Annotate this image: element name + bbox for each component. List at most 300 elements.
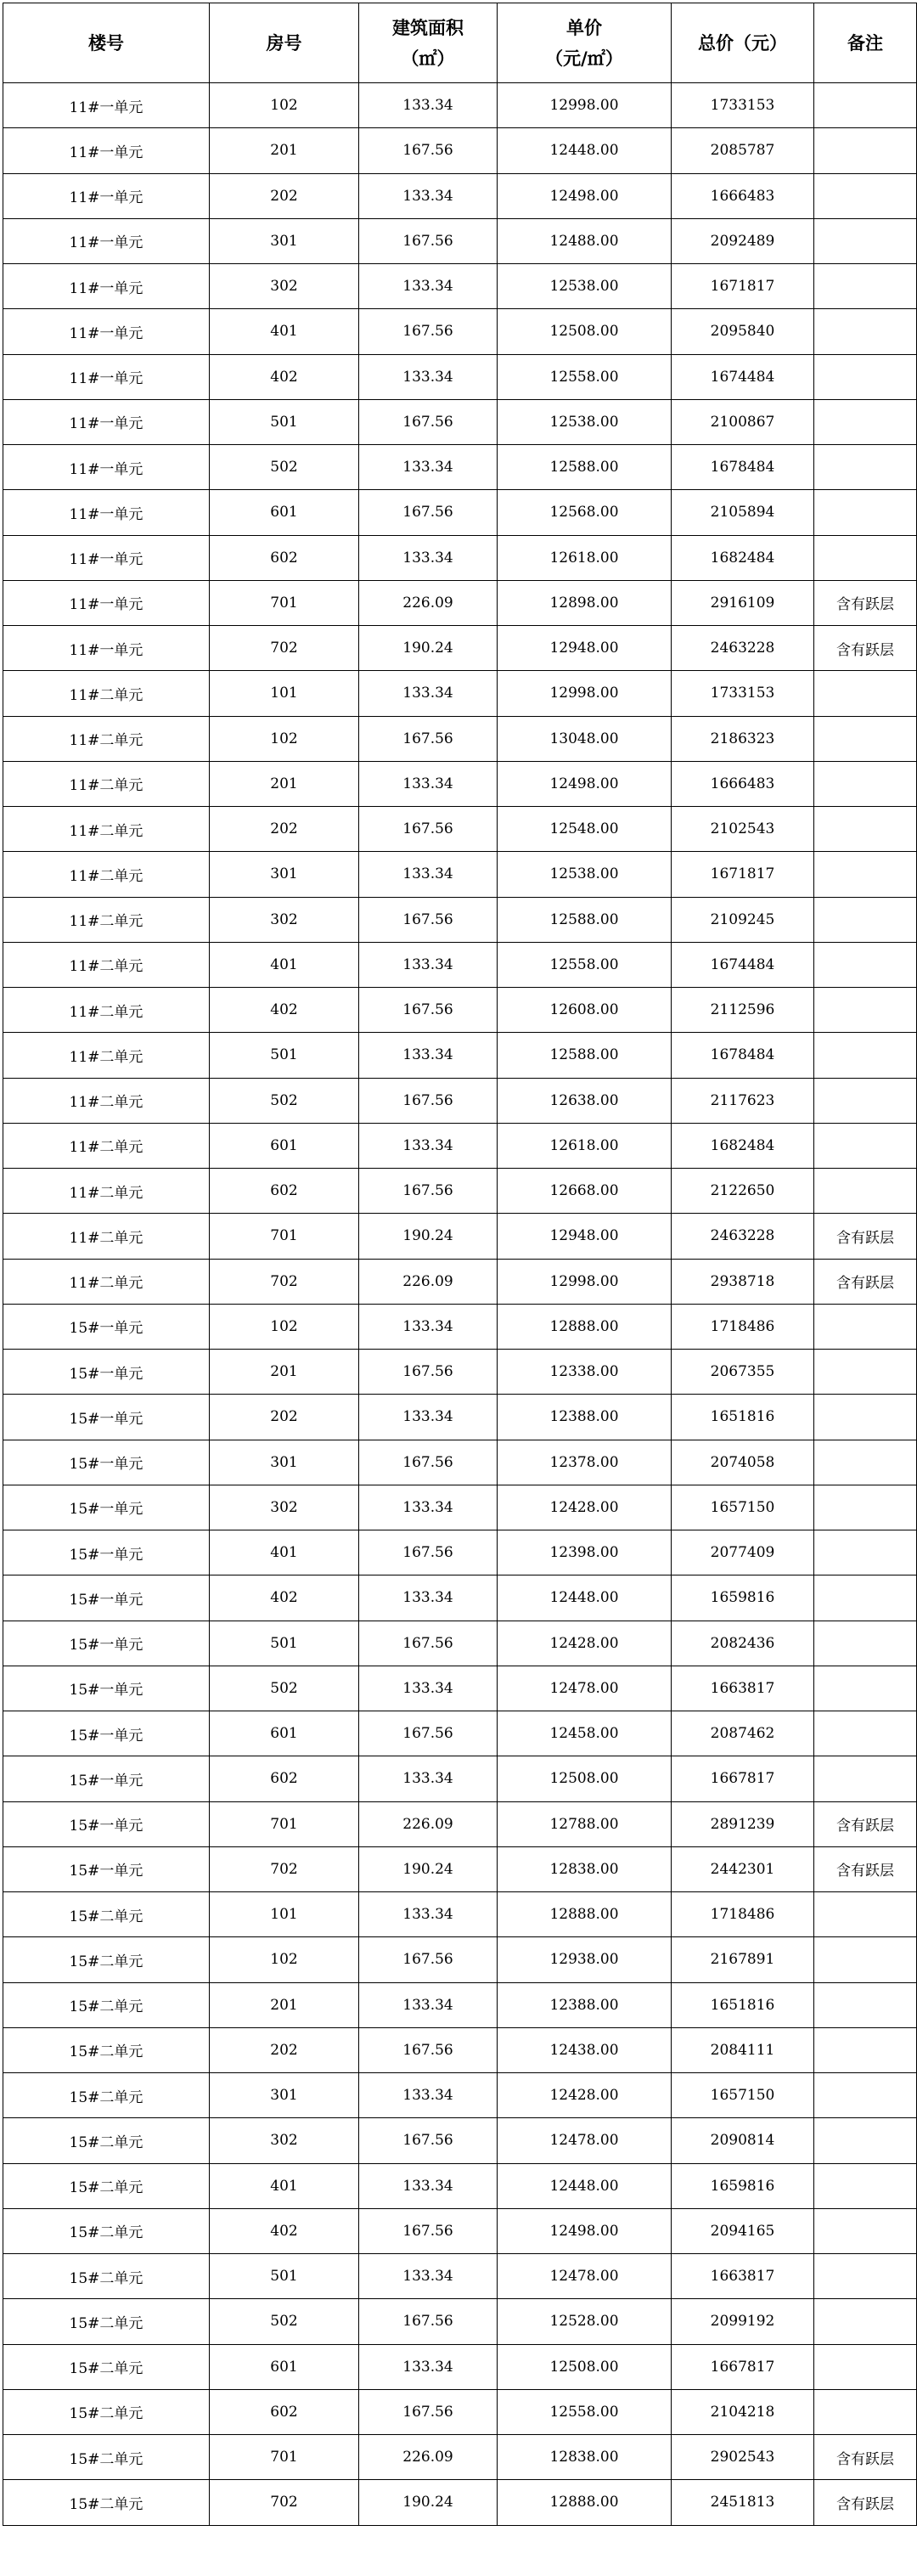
cell-area: 167.56	[359, 399, 498, 444]
cell-building: 11#二单元	[3, 671, 210, 716]
cell-note	[814, 173, 917, 218]
cell-building: 11#一单元	[3, 83, 210, 128]
cell-area: 167.56	[359, 897, 498, 942]
cell-total-price: 2167891	[672, 1937, 814, 1982]
table-row	[3, 1214, 917, 1259]
cell-note: 含有跃层	[814, 1259, 917, 1304]
cell-total-price: 2442301	[672, 1846, 814, 1891]
cell-room: 101	[210, 671, 359, 716]
cell-total-price: 1678484	[672, 445, 814, 490]
cell-note	[814, 852, 917, 897]
cell-area: 133.34	[359, 445, 498, 490]
cell-total-price: 2916109	[672, 580, 814, 625]
cell-note: 含有跃层	[814, 1801, 917, 1846]
cell-area: 167.56	[359, 1078, 498, 1123]
cell-area: 133.34	[359, 535, 498, 580]
cell-building: 11#二单元	[3, 1169, 210, 1214]
cell-total-price: 2099192	[672, 2299, 814, 2344]
table-row	[3, 309, 917, 354]
cell-total-price: 2105894	[672, 490, 814, 535]
cell-unit-price: 12838.00	[498, 1846, 672, 1891]
cell-building: 11#一单元	[3, 535, 210, 580]
cell-building: 15#二单元	[3, 2254, 210, 2299]
cell-area: 167.56	[359, 1621, 498, 1666]
cell-room: 101	[210, 1892, 359, 1937]
cell-room: 501	[210, 2254, 359, 2299]
cell-room: 702	[210, 626, 359, 671]
cell-area: 167.56	[359, 1169, 498, 1214]
table-row	[3, 1395, 917, 1440]
cell-unit-price: 12388.00	[498, 1982, 672, 2027]
cell-note	[814, 535, 917, 580]
cell-note	[814, 1304, 917, 1349]
cell-building: 11#二单元	[3, 1214, 210, 1259]
cell-area: 190.24	[359, 626, 498, 671]
cell-building: 11#二单元	[3, 1078, 210, 1123]
cell-room: 301	[210, 218, 359, 263]
table-row	[3, 1892, 917, 1937]
price-table	[3, 3, 917, 2526]
cell-unit-price: 12428.00	[498, 2073, 672, 2118]
cell-room: 402	[210, 354, 359, 399]
cell-building: 11#二单元	[3, 1123, 210, 1168]
cell-total-price: 2117623	[672, 1078, 814, 1123]
cell-note: 含有跃层	[814, 2435, 917, 2480]
cell-total-price: 1659816	[672, 1575, 814, 1621]
cell-room: 601	[210, 1123, 359, 1168]
cell-total-price: 2095840	[672, 309, 814, 354]
cell-note	[814, 354, 917, 399]
cell-unit-price: 12888.00	[498, 2480, 672, 2525]
table-row	[3, 1666, 917, 1711]
table-row	[3, 1259, 917, 1304]
cell-room: 702	[210, 1259, 359, 1304]
cell-note	[814, 218, 917, 263]
cell-area: 133.34	[359, 671, 498, 716]
cell-total-price: 1657150	[672, 1485, 814, 1530]
cell-room: 502	[210, 2299, 359, 2344]
header-unit-price-title: 单价	[566, 16, 602, 38]
cell-note	[814, 1666, 917, 1711]
table-row	[3, 399, 917, 444]
cell-total-price: 1663817	[672, 2254, 814, 2299]
table-row	[3, 761, 917, 806]
cell-room: 202	[210, 2027, 359, 2072]
cell-unit-price: 12898.00	[498, 580, 672, 625]
cell-unit-price: 12588.00	[498, 445, 672, 490]
cell-unit-price: 12948.00	[498, 626, 672, 671]
header-area	[359, 3, 498, 83]
cell-note	[814, 2163, 917, 2208]
cell-note	[814, 1937, 917, 1982]
cell-area: 167.56	[359, 807, 498, 852]
cell-area: 167.56	[359, 716, 498, 761]
cell-unit-price: 12528.00	[498, 2299, 672, 2344]
cell-unit-price: 12538.00	[498, 264, 672, 309]
cell-unit-price: 12508.00	[498, 309, 672, 354]
cell-total-price: 2104218	[672, 2389, 814, 2434]
header-unit-price	[498, 3, 672, 83]
cell-note	[814, 1485, 917, 1530]
cell-total-price: 1671817	[672, 264, 814, 309]
table-row	[3, 1575, 917, 1621]
cell-unit-price: 12618.00	[498, 535, 672, 580]
cell-note	[814, 988, 917, 1033]
cell-area: 133.34	[359, 942, 498, 987]
header-building: 楼号	[3, 3, 210, 83]
table-row	[3, 2163, 917, 2208]
cell-area: 133.34	[359, 2344, 498, 2389]
cell-room: 301	[210, 2073, 359, 2118]
cell-area: 167.56	[359, 309, 498, 354]
cell-total-price: 1666483	[672, 761, 814, 806]
cell-total-price: 2463228	[672, 626, 814, 671]
cell-total-price: 2186323	[672, 716, 814, 761]
cell-unit-price: 12668.00	[498, 1169, 672, 1214]
cell-room: 201	[210, 761, 359, 806]
table-row	[3, 1801, 917, 1846]
cell-unit-price: 12998.00	[498, 1259, 672, 1304]
cell-note	[814, 309, 917, 354]
cell-total-price: 2082436	[672, 1621, 814, 1666]
cell-area: 167.56	[359, 2027, 498, 2072]
cell-area: 167.56	[359, 128, 498, 173]
cell-total-price: 1733153	[672, 671, 814, 716]
table-row	[3, 83, 917, 128]
cell-note	[814, 1395, 917, 1440]
cell-room: 302	[210, 1485, 359, 1530]
cell-total-price: 1663817	[672, 1666, 814, 1711]
cell-area: 167.56	[359, 2118, 498, 2163]
cell-unit-price: 12498.00	[498, 761, 672, 806]
cell-room: 602	[210, 1756, 359, 1801]
cell-unit-price: 13048.00	[498, 716, 672, 761]
cell-area: 167.56	[359, 2208, 498, 2253]
cell-room: 302	[210, 897, 359, 942]
cell-room: 202	[210, 173, 359, 218]
cell-unit-price: 12608.00	[498, 988, 672, 1033]
cell-building: 15#二单元	[3, 1937, 210, 1982]
table-row	[3, 1846, 917, 1891]
cell-note	[814, 1756, 917, 1801]
cell-area: 167.56	[359, 1350, 498, 1395]
cell-building: 15#二单元	[3, 2389, 210, 2434]
cell-area: 226.09	[359, 1259, 498, 1304]
cell-building: 11#一单元	[3, 626, 210, 671]
cell-total-price: 2067355	[672, 1350, 814, 1395]
cell-room: 102	[210, 716, 359, 761]
cell-area: 167.56	[359, 2389, 498, 2434]
cell-total-price: 2085787	[672, 128, 814, 173]
cell-unit-price: 12588.00	[498, 897, 672, 942]
cell-total-price: 2084111	[672, 2027, 814, 2072]
cell-area: 167.56	[359, 218, 498, 263]
cell-note	[814, 897, 917, 942]
cell-area: 133.34	[359, 1666, 498, 1711]
cell-building: 15#一单元	[3, 1575, 210, 1621]
cell-room: 702	[210, 1846, 359, 1891]
cell-room: 601	[210, 490, 359, 535]
cell-note	[814, 1575, 917, 1621]
cell-total-price: 2077409	[672, 1530, 814, 1575]
cell-room: 401	[210, 1530, 359, 1575]
table-row	[3, 1078, 917, 1123]
cell-area: 133.34	[359, 1304, 498, 1349]
cell-unit-price: 12488.00	[498, 218, 672, 263]
cell-unit-price: 12448.00	[498, 128, 672, 173]
cell-unit-price: 12948.00	[498, 1214, 672, 1259]
cell-total-price: 2090814	[672, 2118, 814, 2163]
table-row	[3, 1123, 917, 1168]
cell-note	[814, 2344, 917, 2389]
cell-building: 15#一单元	[3, 1304, 210, 1349]
table-row	[3, 1440, 917, 1485]
cell-total-price: 1651816	[672, 1395, 814, 1440]
cell-area: 167.56	[359, 1937, 498, 1982]
table-row	[3, 1530, 917, 1575]
cell-note	[814, 1982, 917, 2027]
table-row	[3, 626, 917, 671]
cell-unit-price: 12888.00	[498, 1892, 672, 1937]
cell-area: 133.34	[359, 173, 498, 218]
cell-room: 402	[210, 988, 359, 1033]
cell-room: 302	[210, 2118, 359, 2163]
cell-note	[814, 445, 917, 490]
cell-note: 含有跃层	[814, 2480, 917, 2525]
cell-note	[814, 1711, 917, 1756]
cell-total-price: 1682484	[672, 535, 814, 580]
cell-area: 226.09	[359, 580, 498, 625]
cell-note	[814, 2254, 917, 2299]
cell-building: 11#一单元	[3, 445, 210, 490]
cell-room: 102	[210, 1937, 359, 1982]
cell-room: 502	[210, 445, 359, 490]
cell-total-price: 2094165	[672, 2208, 814, 2253]
cell-room: 701	[210, 1801, 359, 1846]
table-row	[3, 897, 917, 942]
table-row	[3, 1756, 917, 1801]
cell-note	[814, 83, 917, 128]
cell-room: 102	[210, 83, 359, 128]
cell-total-price: 1651816	[672, 1982, 814, 2027]
table-row	[3, 354, 917, 399]
cell-building: 15#一单元	[3, 1350, 210, 1395]
cell-note	[814, 1892, 917, 1937]
cell-room: 702	[210, 2480, 359, 2525]
cell-room: 501	[210, 399, 359, 444]
table-row	[3, 852, 917, 897]
cell-unit-price: 12478.00	[498, 1666, 672, 1711]
table-row	[3, 807, 917, 852]
cell-building: 11#一单元	[3, 309, 210, 354]
cell-building: 15#二单元	[3, 2208, 210, 2253]
table-header	[3, 3, 917, 83]
table-row	[3, 671, 917, 716]
table-row	[3, 218, 917, 263]
cell-total-price: 2092489	[672, 218, 814, 263]
cell-unit-price: 12558.00	[498, 942, 672, 987]
cell-room: 201	[210, 1350, 359, 1395]
cell-total-price: 1657150	[672, 2073, 814, 2118]
table-row	[3, 1169, 917, 1214]
table-row	[3, 2480, 917, 2525]
cell-note: 含有跃层	[814, 580, 917, 625]
cell-building: 15#一单元	[3, 1801, 210, 1846]
cell-total-price: 2112596	[672, 988, 814, 1033]
cell-building: 15#二单元	[3, 2435, 210, 2480]
cell-building: 15#一单元	[3, 1621, 210, 1666]
cell-building: 11#一单元	[3, 580, 210, 625]
cell-building: 15#一单元	[3, 1395, 210, 1440]
cell-area: 133.34	[359, 83, 498, 128]
cell-note: 含有跃层	[814, 1214, 917, 1259]
cell-note	[814, 1123, 917, 1168]
cell-unit-price: 12448.00	[498, 1575, 672, 1621]
header-room: 房号	[210, 3, 359, 83]
cell-total-price: 2100867	[672, 399, 814, 444]
cell-total-price: 1678484	[672, 1033, 814, 1078]
table-row	[3, 445, 917, 490]
cell-building: 11#二单元	[3, 1033, 210, 1078]
table-row	[3, 2118, 917, 2163]
table-row	[3, 2073, 917, 2118]
cell-area: 133.34	[359, 761, 498, 806]
cell-total-price: 2891239	[672, 1801, 814, 1846]
table-row	[3, 1304, 917, 1349]
cell-building: 15#二单元	[3, 2299, 210, 2344]
cell-room: 502	[210, 1078, 359, 1123]
cell-area: 133.34	[359, 1033, 498, 1078]
cell-total-price: 2463228	[672, 1214, 814, 1259]
header-total-price: 总价（元）	[672, 3, 814, 83]
table-row	[3, 2435, 917, 2480]
cell-total-price: 2902543	[672, 2435, 814, 2480]
cell-total-price: 1659816	[672, 2163, 814, 2208]
cell-area: 133.34	[359, 2073, 498, 2118]
cell-note	[814, 2208, 917, 2253]
cell-total-price: 1667817	[672, 2344, 814, 2389]
cell-note	[814, 2299, 917, 2344]
cell-room: 701	[210, 2435, 359, 2480]
cell-total-price: 2074058	[672, 1440, 814, 1485]
table-row	[3, 942, 917, 987]
cell-building: 11#二单元	[3, 807, 210, 852]
cell-room: 502	[210, 1666, 359, 1711]
cell-note: 含有跃层	[814, 626, 917, 671]
cell-unit-price: 12638.00	[498, 1078, 672, 1123]
cell-area: 133.34	[359, 1485, 498, 1530]
cell-unit-price: 12478.00	[498, 2118, 672, 2163]
cell-building: 11#二单元	[3, 897, 210, 942]
table-row	[3, 264, 917, 309]
cell-room: 402	[210, 1575, 359, 1621]
cell-building: 15#一单元	[3, 1485, 210, 1530]
cell-building: 11#一单元	[3, 173, 210, 218]
cell-note	[814, 1621, 917, 1666]
cell-area: 133.34	[359, 1756, 498, 1801]
table-row	[3, 2299, 917, 2344]
cell-building: 11#二单元	[3, 1259, 210, 1304]
table-row	[3, 716, 917, 761]
cell-building: 11#一单元	[3, 399, 210, 444]
cell-note	[814, 1350, 917, 1395]
cell-area: 133.34	[359, 2163, 498, 2208]
cell-unit-price: 12838.00	[498, 2435, 672, 2480]
table-row	[3, 128, 917, 173]
cell-room: 201	[210, 128, 359, 173]
cell-unit-price: 12378.00	[498, 1440, 672, 1485]
cell-note	[814, 2073, 917, 2118]
cell-note	[814, 807, 917, 852]
cell-building: 15#一单元	[3, 1846, 210, 1891]
cell-room: 601	[210, 2344, 359, 2389]
cell-note	[814, 2027, 917, 2072]
cell-area: 190.24	[359, 1214, 498, 1259]
cell-unit-price: 12478.00	[498, 2254, 672, 2299]
cell-unit-price: 12998.00	[498, 83, 672, 128]
cell-building: 11#二单元	[3, 716, 210, 761]
table-row	[3, 1982, 917, 2027]
cell-room: 401	[210, 309, 359, 354]
cell-area: 133.34	[359, 852, 498, 897]
cell-unit-price: 12398.00	[498, 1530, 672, 1575]
table-row	[3, 2254, 917, 2299]
cell-unit-price: 12508.00	[498, 2344, 672, 2389]
cell-unit-price: 12588.00	[498, 1033, 672, 1078]
header-area-title: 建筑面积	[392, 16, 464, 38]
cell-note	[814, 128, 917, 173]
cell-area: 167.56	[359, 490, 498, 535]
cell-building: 15#一单元	[3, 1666, 210, 1711]
cell-room: 302	[210, 264, 359, 309]
cell-area: 133.34	[359, 1123, 498, 1168]
cell-note	[814, 2389, 917, 2434]
cell-total-price: 1718486	[672, 1304, 814, 1349]
cell-total-price: 1667817	[672, 1756, 814, 1801]
cell-note	[814, 671, 917, 716]
cell-note	[814, 2118, 917, 2163]
cell-area: 133.34	[359, 2254, 498, 2299]
cell-room: 601	[210, 1711, 359, 1756]
cell-building: 15#二单元	[3, 1892, 210, 1937]
cell-building: 11#二单元	[3, 988, 210, 1033]
cell-unit-price: 12498.00	[498, 173, 672, 218]
cell-unit-price: 12568.00	[498, 490, 672, 535]
cell-area: 133.34	[359, 1395, 498, 1440]
cell-total-price: 1674484	[672, 354, 814, 399]
table-body	[3, 83, 917, 2526]
cell-note	[814, 1440, 917, 1485]
cell-area: 133.34	[359, 1982, 498, 2027]
cell-room: 202	[210, 1395, 359, 1440]
cell-room: 402	[210, 2208, 359, 2253]
table-row	[3, 173, 917, 218]
cell-total-price: 2087462	[672, 1711, 814, 1756]
cell-area: 133.34	[359, 1575, 498, 1621]
cell-unit-price: 12388.00	[498, 1395, 672, 1440]
cell-room: 701	[210, 580, 359, 625]
cell-room: 202	[210, 807, 359, 852]
cell-building: 11#二单元	[3, 942, 210, 987]
cell-building: 15#一单元	[3, 1756, 210, 1801]
cell-unit-price: 12998.00	[498, 671, 672, 716]
cell-area: 226.09	[359, 1801, 498, 1846]
cell-note	[814, 1169, 917, 1214]
cell-room: 401	[210, 2163, 359, 2208]
cell-area: 133.34	[359, 1892, 498, 1937]
cell-building: 15#一单元	[3, 1711, 210, 1756]
cell-room: 201	[210, 1982, 359, 2027]
